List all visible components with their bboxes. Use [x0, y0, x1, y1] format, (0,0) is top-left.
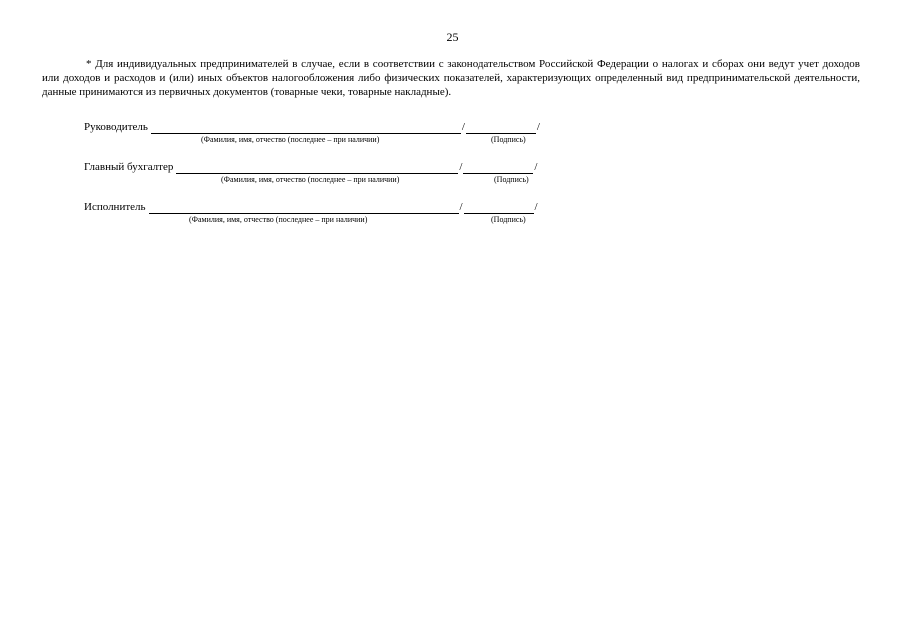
- signature-field[interactable]: [466, 122, 536, 134]
- slash-separator: /: [459, 201, 463, 213]
- signature-line: [84, 201, 564, 214]
- slash-separator: /: [534, 201, 538, 213]
- name-caption: (Фамилия, имя, отчество (последнее – при наличии): [189, 215, 368, 224]
- signature-captions: [84, 214, 564, 226]
- name-field[interactable]: [176, 162, 458, 174]
- sign-caption: (Подпись): [494, 175, 529, 184]
- signature-captions: [84, 134, 564, 146]
- signature-captions: [84, 174, 564, 186]
- signature-label: Руководитель: [84, 121, 148, 133]
- sign-caption: (Подпись): [491, 135, 526, 144]
- name-caption: (Фамилия, имя, отчество (последнее – при наличии): [221, 175, 400, 184]
- page-number: 25: [446, 30, 459, 44]
- signature-line: [84, 161, 564, 174]
- name-field[interactable]: [151, 122, 461, 134]
- signature-line: [84, 121, 564, 134]
- signature-field[interactable]: [464, 202, 534, 214]
- footnote: * Для индивидуальных предпринимателей в случае, если в соответствии с законодательством Российской Федерации о налогах и сборах они ведут учет доходов или доходов и расходов и (или) иных объектов налогообложения либо физических показателей, характеризующих определенный вид предпринимательской деятельности, данные принимаются из первичных документов (товарные чеки, товарные накладные).: [42, 58, 860, 98]
- signature-block-chief-accountant: [84, 161, 564, 186]
- signature-label: Исполнитель: [84, 201, 146, 213]
- signature-block-executor: [84, 201, 564, 226]
- signature-block-head: [84, 121, 564, 146]
- slash-separator: /: [459, 161, 463, 173]
- name-field[interactable]: [149, 202, 459, 214]
- slash-separator: /: [536, 121, 540, 133]
- name-caption: (Фамилия, имя, отчество (последнее – при наличии): [201, 135, 380, 144]
- slash-separator: /: [461, 121, 465, 133]
- sign-caption: (Подпись): [491, 215, 526, 224]
- signature-field[interactable]: [463, 162, 533, 174]
- slash-separator: /: [534, 161, 538, 173]
- signature-label: Главный бухгалтер: [84, 161, 174, 173]
